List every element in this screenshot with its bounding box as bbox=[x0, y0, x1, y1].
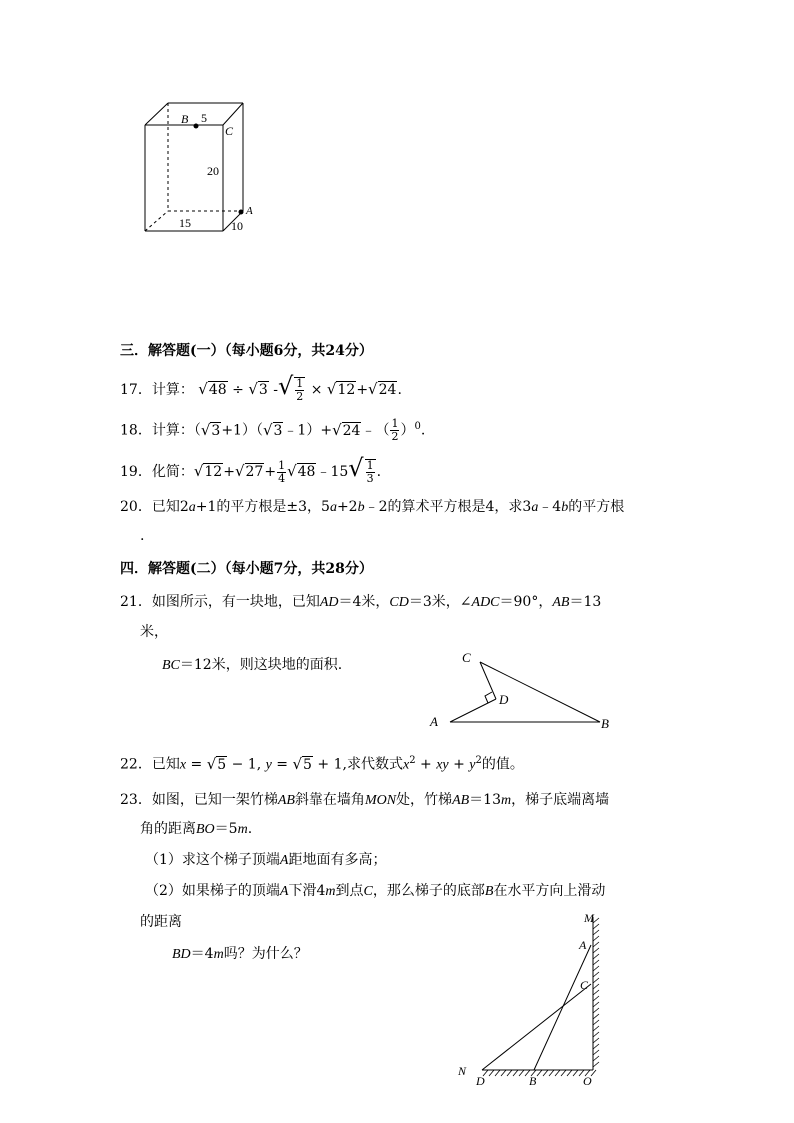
label-a: A bbox=[246, 205, 253, 217]
question-23-part2-cont: 的距离 bbox=[140, 914, 182, 930]
label-b: B bbox=[529, 1074, 537, 1088]
question-22: 22．已知x = √5 − 1, y = √5 + 1,求代数式$x^2$ + xy + $y^2$的值。 bbox=[120, 754, 524, 773]
ground-hatch-mark bbox=[543, 1070, 548, 1076]
ground-hatch-mark bbox=[495, 1070, 500, 1076]
label-side-10: 10 bbox=[231, 219, 243, 233]
wall-hatch-mark bbox=[593, 972, 599, 977]
label-d: D bbox=[499, 692, 509, 707]
ground-hatch-mark bbox=[561, 1070, 566, 1076]
ground-hatch-mark bbox=[567, 1070, 572, 1076]
question-23: 23．如图，已知一架竹梯AB斜靠在墙角MON处，竹梯AB＝13m，梯子底端离墙 bbox=[120, 792, 610, 808]
label-b: B bbox=[181, 112, 189, 126]
ground-hatch-mark bbox=[537, 1070, 542, 1076]
wall-hatch-mark bbox=[593, 1020, 599, 1025]
ground-hatch-mark bbox=[489, 1070, 494, 1076]
label-height-20: 20 bbox=[207, 164, 219, 178]
wall-hatch-mark bbox=[593, 960, 599, 965]
wall-hatch-mark bbox=[593, 1032, 599, 1037]
wall-hatch-mark bbox=[593, 1026, 599, 1031]
ground-hatch-mark bbox=[507, 1070, 512, 1076]
label-d: D bbox=[476, 1074, 485, 1088]
wall-hatch-mark bbox=[593, 978, 599, 983]
ground-hatch-mark bbox=[501, 1070, 506, 1076]
wall-hatch-mark bbox=[593, 930, 599, 935]
label-c: C bbox=[580, 978, 589, 992]
ground-hatch-mark bbox=[513, 1070, 518, 1076]
label-o: O bbox=[583, 1074, 592, 1088]
ladder-figure bbox=[450, 905, 620, 1095]
wall-hatch-mark bbox=[593, 1038, 599, 1043]
wall-hatch-mark bbox=[593, 966, 599, 971]
label-front-15: 15 bbox=[179, 216, 191, 230]
question-23-part1: （1）求这个梯子顶端A距地面有多高； bbox=[145, 852, 387, 868]
question-21-cont2: BC＝12米，则这块地的面积. bbox=[162, 657, 343, 673]
label-top-5: 5 bbox=[201, 111, 207, 125]
question-23-part2-cont2: BD＝4m吗？为什么？ bbox=[172, 946, 308, 962]
question-21: 21．如图所示，有一块地，已知AD＝4米，CD＝3米，∠ADC＝90°，AB＝13 bbox=[120, 594, 602, 610]
wall-hatch-mark bbox=[593, 954, 599, 959]
wall-hatch-mark bbox=[593, 1008, 599, 1013]
wall-hatch-mark bbox=[593, 942, 599, 947]
ground-hatch-mark bbox=[591, 1070, 596, 1076]
ground-hatch-mark bbox=[573, 1070, 578, 1076]
wall-hatch-mark bbox=[593, 990, 599, 995]
wall-hatch-mark bbox=[593, 1044, 599, 1049]
question-19: 19．化简：√12+√27+ $\frac{1}{4}$ √48﹣15√ $\frac{1}{3}$ . bbox=[120, 454, 382, 485]
label-b: B bbox=[601, 716, 609, 731]
question-17: 17．计算： √48 ÷ √3 -√ $\frac{1}{2}$ × √12+√24. bbox=[120, 372, 402, 403]
question-18: 18．计算：（√3+1）（√3﹣1）+√24﹣（ $\frac{1}{2}$ ）$^0$. bbox=[120, 417, 426, 444]
section4-heading: 四．解答题(二）（每小题7分，共28分） bbox=[120, 561, 373, 577]
wall-hatch-mark bbox=[593, 1002, 599, 1007]
wall-hatch-mark bbox=[593, 996, 599, 1001]
point-a bbox=[239, 210, 244, 215]
label-a: A bbox=[430, 714, 438, 729]
section3-heading: 三．解答题(一）（每小题6分，共24分） bbox=[120, 343, 373, 359]
label-c: C bbox=[225, 124, 234, 138]
question-20: 20．已知2a+1的平方根是±3，5a+2b﹣2的算术平方根是4，求3a﹣4b的平方根 bbox=[120, 499, 625, 515]
wall-hatch-mark bbox=[593, 1050, 599, 1055]
wall-hatch-mark bbox=[593, 984, 599, 989]
label-m: M bbox=[584, 911, 594, 925]
ground-hatch-mark bbox=[519, 1070, 524, 1076]
question-23-part2: （2）如果梯子的顶端A下滑4m到点C，那么梯子的底部B在水平方向上滑动 bbox=[145, 883, 606, 899]
wall-hatch-mark bbox=[593, 1056, 599, 1061]
ground-hatch-mark bbox=[555, 1070, 560, 1076]
point-b bbox=[194, 124, 199, 129]
cuboid-figure bbox=[130, 95, 270, 245]
question-20-cont: . bbox=[140, 528, 145, 544]
wall-hatch-mark bbox=[593, 936, 599, 941]
question-21-cont: 米， bbox=[140, 624, 168, 640]
label-a: A bbox=[579, 938, 587, 952]
wall-hatch-mark bbox=[593, 1014, 599, 1019]
label-c: C bbox=[462, 650, 471, 665]
wall-hatch-mark bbox=[593, 1062, 599, 1067]
label-n: N bbox=[458, 1064, 467, 1078]
quadrilateral-figure bbox=[425, 645, 625, 735]
wall-hatch-mark bbox=[593, 948, 599, 953]
question-23-cont: 角的距离BO＝5m. bbox=[140, 821, 253, 837]
ground-hatch-mark bbox=[549, 1070, 554, 1076]
